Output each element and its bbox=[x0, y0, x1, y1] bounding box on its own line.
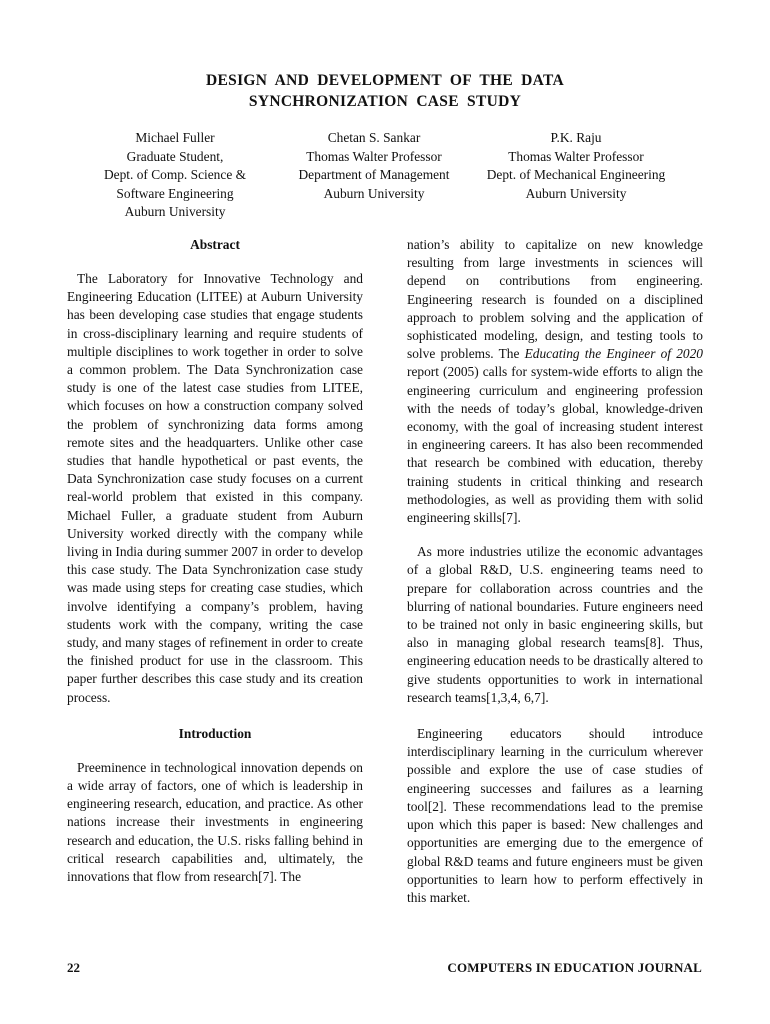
author-affiliation-line: Dept. of Comp. Science & bbox=[103, 167, 247, 183]
author-name: Chetan S. Sankar bbox=[327, 130, 421, 145]
author-affiliation-line: Dept. of Mechanical Engineering bbox=[486, 167, 666, 183]
intro-paragraph-3: Engineering educators should introduce interdisciplinary learning in the curriculum wherever possible and explore the use of case studies of engineering successes and failures as a learning tool[2]. These recommendations lead to the premise upon which this paper is based: New challenges and opportunities are emerging due to the emergence of global R&D teams and future engineers must be given opportunities to learn how to perform effectively in this market. bbox=[407, 726, 703, 905]
title-line-2: SYNCHRONIZATION CASE STUDY bbox=[248, 93, 522, 110]
author-block-fuller bbox=[60, 129, 290, 222]
author-affiliation-line: Auburn University bbox=[323, 185, 425, 201]
left-column bbox=[67, 236, 363, 886]
author-affiliation-line: Graduate Student, bbox=[126, 148, 224, 164]
title-line-1: DESIGN AND DEVELOPMENT OF THE DATA bbox=[206, 72, 564, 89]
author-affiliation-line: Auburn University bbox=[124, 204, 226, 220]
author-affiliation-line: Thomas Walter Professor bbox=[508, 148, 644, 164]
journal-name: COMPUTERS IN EDUCATION JOURNAL bbox=[447, 960, 702, 975]
right-column bbox=[407, 236, 703, 907]
page-number: 22 bbox=[67, 960, 80, 975]
intro-paragraph-1: Preeminence in technological innovation depends on a wide array of factors, one of which is leadership in engineering research, education, and practice. As other nations increase their investments in engineering research and education, the U.S. risks falling behind in critical research capabilities and, ultimately, the innovations that flow from research[7]. The bbox=[67, 759, 363, 885]
abstract-heading: Abstract bbox=[190, 237, 240, 252]
intro-paragraph-1-continued bbox=[407, 236, 703, 527]
body-text: nation’s ability to capitalize on new knowledge resulting from large investments in sciences will depend on contributions from engineering. Engineering research is founded on a disciplined approach to problem solving and the application of sophisticated modeling, design, and testing tools to solve problems. The bbox=[407, 237, 703, 362]
intro-paragraph-2: As more industries utilize the economic advantages of a global R&D, U.S. engineering teams need to prepare for collaboration across countries and the blurring of national boundaries. Future engineers need to be trained not only in basic engineering skills, but also in managing global research teams[8]. Thus, engineering education needs to be drastically altered to give students opportunities to work in international research teams[1,3,4, 6,7]. bbox=[407, 544, 703, 705]
paper-title bbox=[0, 70, 770, 112]
author-name: P.K. Raju bbox=[550, 130, 602, 145]
author-affiliation-line: Software Engineering bbox=[116, 185, 234, 201]
introduction-heading: Introduction bbox=[178, 725, 252, 741]
author-affiliation-line: Thomas Walter Professor bbox=[306, 148, 442, 164]
body-text: report (2005) calls for system-wide efforts to align the engineering curriculum and engineering profession with the needs of today’s global, knowledge-driven economy, with the goal of increasing student interest in engineering careers. It has also been recommended that research be combined with education, thereby training students in critical thinking and research methodologies, as well as providing them with solid engineering skills[7]. bbox=[407, 364, 703, 526]
abstract-paragraph: The Laboratory for Innovative Technology and Engineering Education (LITEE) at Auburn University has been developing case studies that engage students in cross-disciplinary learning and require students of multiple disciplines to work together in order to solve a common problem. The Data Synchronization case study is one of the latest case studies from LITEE, which focuses on how a construction company solved the problem of synchronizing data forms among remote sites and the headquarters. Unlike other case studies that handle hypothetical or past events, the Data Synchronization case study focuses on a current real-world problem that existed in this company. Michael Fuller, a graduate student from Auburn University worked directly with the company while living in India during summer 2007 in order to develop this case study. The Data Synchronization case study was made using steps for creating case studies, which involve identifying a company’s problem, having students work with the company, writing the case study, and many stages of refinement in order to create the finished product for use in the classroom. This paper further describes this case study and its creation process. bbox=[67, 271, 363, 705]
author-name: Michael Fuller bbox=[135, 130, 215, 145]
report-title-italic: Educating the Engineer of 2020 bbox=[524, 346, 703, 362]
author-block-sankar bbox=[258, 129, 490, 203]
author-block-raju bbox=[470, 129, 682, 203]
author-affiliation-line: Department of Management bbox=[298, 167, 450, 183]
author-affiliation-line: Auburn University bbox=[525, 185, 627, 201]
